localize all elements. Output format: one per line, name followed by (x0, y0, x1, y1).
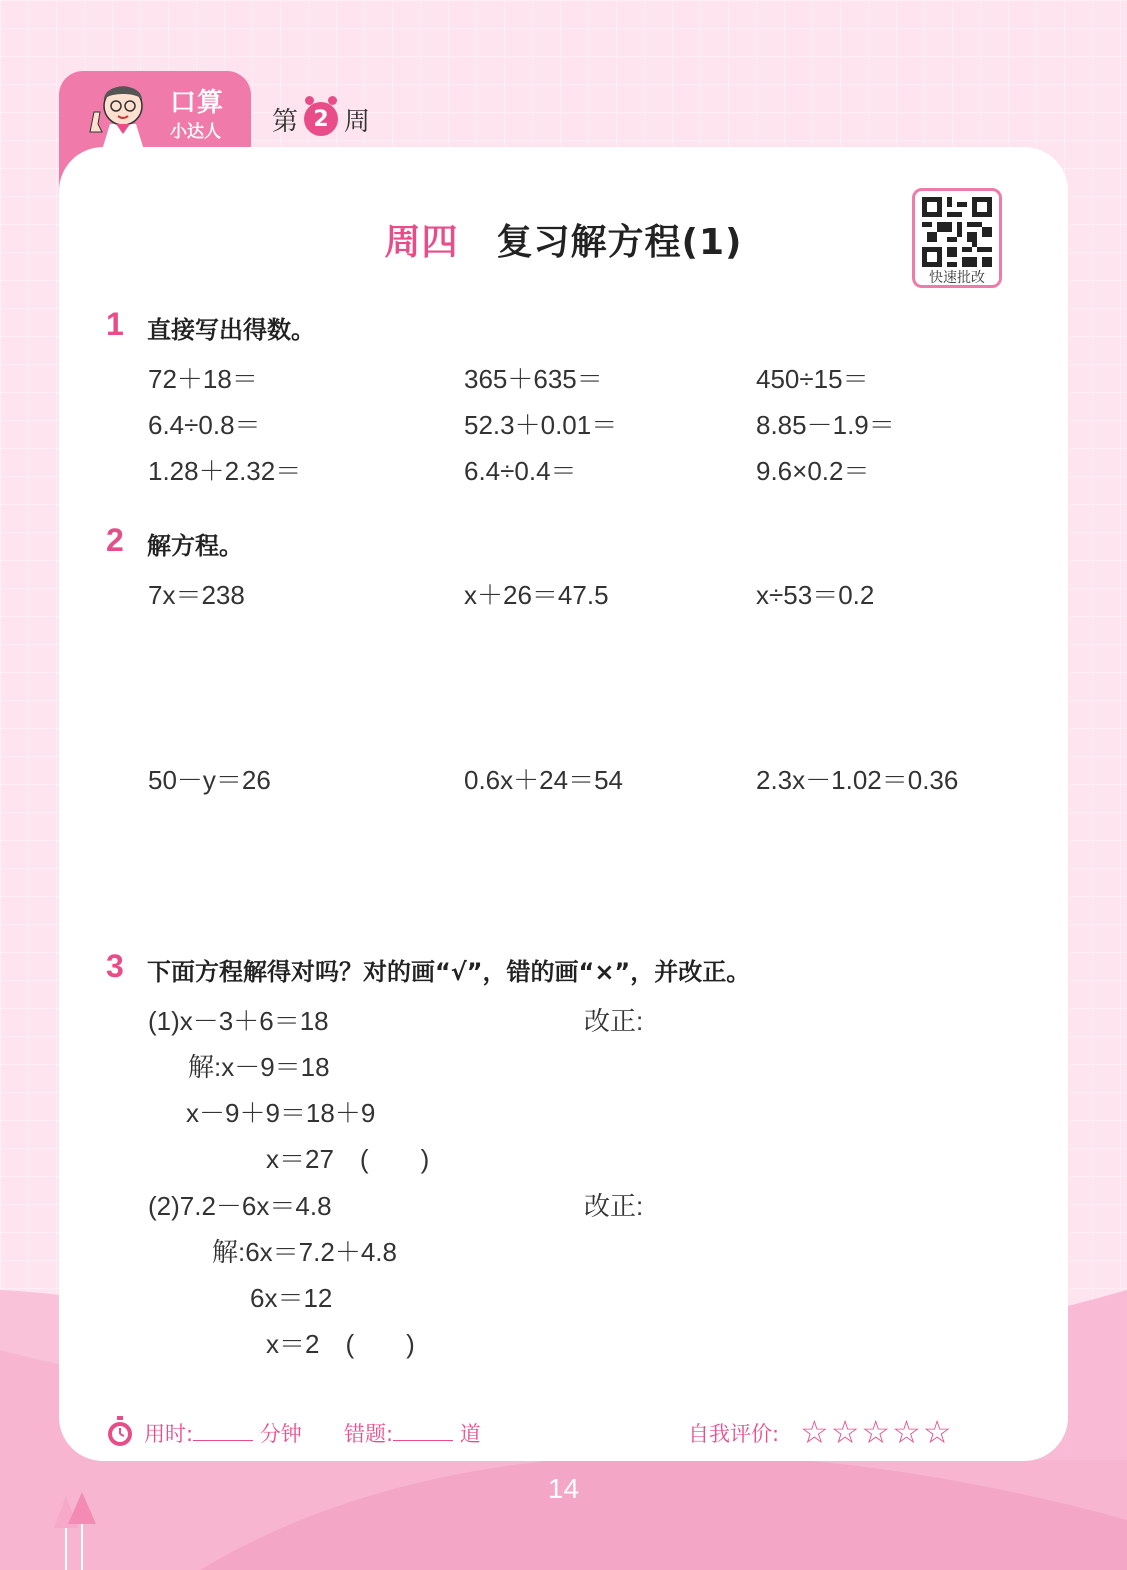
problem-1-correction-label: 改正: (584, 1006, 644, 1036)
equation-item: 0.6x＋24＝54 (464, 765, 623, 795)
title-day: 周四 (384, 222, 459, 263)
qr-label: 快速批改 (929, 270, 985, 286)
rating-stars[interactable]: ☆☆☆☆☆ (800, 1413, 954, 1451)
week-label (272, 102, 370, 136)
problem-1-step: 解:x－9＝18 (188, 1052, 330, 1082)
page-number: 14 (547, 1473, 580, 1504)
problem-2-step: 6x＝12 (250, 1283, 333, 1313)
calc-item: 6.4÷0.4＝ (464, 456, 577, 486)
calc-item: 9.6×0.2＝ (756, 456, 870, 486)
problem-1-equation: (1)x－3＋6＝18 (148, 1006, 329, 1036)
time-unit: 分钟 (259, 1422, 302, 1446)
rating-label: 自我评价: (688, 1422, 780, 1446)
section-2-number: 2 (106, 522, 124, 558)
section-3-instruction: 下面方程解得对吗？对的画“√”，错的画“×”，并改正。 (147, 958, 751, 986)
week-suffix: 周 (344, 106, 371, 137)
calc-item: 365＋635＝ (464, 364, 603, 394)
tree-decoration-icon (52, 1490, 98, 1570)
brand-title: 口算 (170, 88, 225, 118)
calc-item: 6.4÷0.8＝ (148, 410, 261, 440)
stopwatch-icon (106, 1416, 134, 1448)
problem-2-correction-label: 改正: (584, 1191, 644, 1221)
equation-item: 2.3x－1.02＝0.36 (756, 765, 959, 795)
equation-item: 50－y＝26 (148, 765, 271, 795)
problem-2-step: 解:6x＝7.2＋4.8 (212, 1237, 397, 1267)
footer-time (144, 1418, 302, 1448)
errors-label: 错题: (344, 1422, 394, 1446)
calc-item: 8.85－1.9＝ (756, 410, 895, 440)
brand-subtitle: 小达人 (170, 122, 221, 142)
equation-item: x÷53＝0.2 (756, 580, 875, 610)
calc-item: 450÷15＝ (756, 364, 869, 394)
problem-2-equation: (2)7.2－6x＝4.8 (148, 1191, 332, 1221)
calc-item: 72＋18＝ (148, 364, 258, 394)
calc-item: 1.28＋2.32＝ (148, 456, 302, 486)
problem-2-answer: x＝2 ( ) (266, 1329, 415, 1359)
calc-item: 52.3＋0.01＝ (464, 410, 618, 440)
section-3-number: 3 (106, 948, 124, 984)
section-1-instruction: 直接写出得数。 (147, 316, 315, 344)
week-prefix: 第 (272, 106, 299, 137)
section-2-instruction: 解方程。 (147, 532, 243, 560)
problem-1-answer: x＝27 ( ) (266, 1144, 430, 1174)
title-topic: 复习解方程(1) (496, 222, 743, 263)
section-1-number: 1 (106, 306, 124, 342)
time-input[interactable] (193, 1422, 253, 1441)
qr-code-icon (922, 197, 992, 267)
problem-1-step: x－9＋9＝18＋9 (186, 1098, 376, 1128)
qr-code-box[interactable] (912, 188, 1002, 288)
errors-unit: 道 (459, 1422, 481, 1446)
week-number-badge: 2 (304, 102, 338, 136)
footer-errors (344, 1418, 481, 1448)
equation-item: x＋26＝47.5 (464, 580, 609, 610)
errors-input[interactable] (393, 1422, 453, 1441)
equation-item: 7x＝238 (148, 580, 245, 610)
time-label: 用时: (144, 1422, 194, 1446)
mascot-icon (80, 72, 166, 150)
